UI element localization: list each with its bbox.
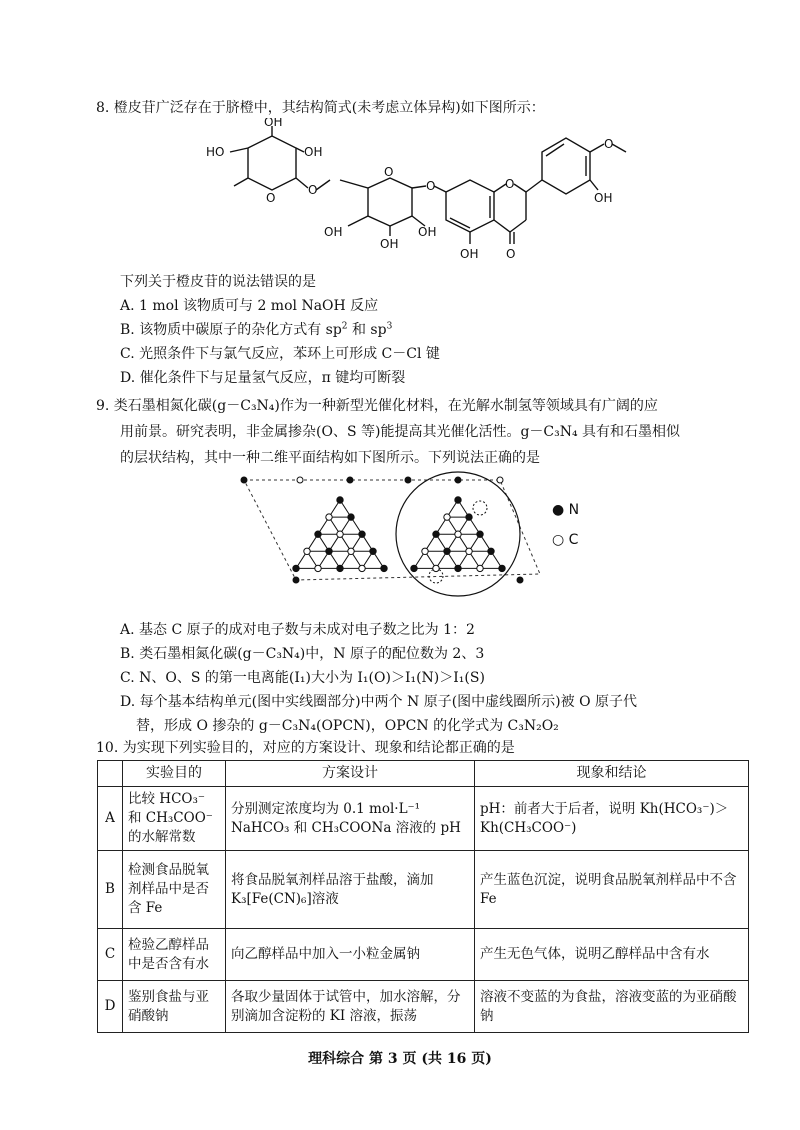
legend-c: ○ C	[552, 532, 579, 548]
legend-n-icon: ●	[552, 502, 565, 518]
label-o-ring1: O	[266, 191, 276, 205]
label-o-link2: O	[426, 179, 436, 193]
q8-option-d: D. 催化条件下与足量氢气反应，π 键均可断裂	[120, 370, 406, 386]
q9-option-b: B. 类石墨相氮化碳(g－C₃N₄)中，N 原子的配位数为 2、3	[120, 646, 485, 662]
table-row: D 鉴别食盐与亚硝酸钠 各取少量固体于试管中，加水溶解，分别滴加含淀粉的 KI 溶液，振荡 溶液不变蓝的为食盐，溶液变蓝的为亚硝酸钠	[98, 981, 749, 1033]
q9-option-c: C. N、O、S 的第一电离能(I₁)大小为 I₁(O)＞I₁(N)＞I₁(S)	[120, 670, 485, 686]
label-o-ketone: O	[506, 247, 516, 261]
q8-option-a: A. 1 mol 该物质可与 2 mol NaOH 反应	[120, 298, 379, 314]
q9-line1: 9. 类石墨相氮化碳(g－C₃N₄)作为一种新型光催化材料，在光解水制氢等领域具有广阔的应	[96, 398, 658, 414]
table-row: C 检验乙醇样品中是否含有水 向乙醇样品中加入一小粒金属钠 产生无色气体，说明乙醇样品中含有水	[98, 929, 749, 981]
label-o-link1: O	[308, 183, 318, 197]
label-oh-chroman: OH	[460, 247, 479, 261]
label-o-ring2: O	[384, 165, 394, 179]
label-oh-ring1: OH	[304, 145, 323, 159]
q8-option-c: C. 光照条件下与氯气反应，苯环上可形成 C－Cl 键	[120, 346, 440, 362]
q9-line3: 的层状结构，其中一种二维平面结构如下图所示。下列说法正确的是	[120, 450, 540, 466]
label-oh-b1: OH	[324, 225, 343, 239]
q8-option-b: B. 该物质中碳原子的杂化方式有 $sp^2$ 和 $sp^3$	[120, 321, 393, 338]
legend-n: ● N	[552, 502, 580, 518]
q10-stem: 10. 为实现下列实验目的，对应的方案设计、现象和结论都正确的是	[96, 740, 515, 756]
q10-table	[97, 760, 749, 1033]
table-row: B 检测食品脱氧剂样品中是否含 Fe 将食品脱氧剂样品溶于盐酸，滴加 K₃[Fe(CN)₆]溶液 产生蓝色沉淀，说明食品脱氧剂样品中不含 Fe	[98, 851, 749, 929]
table-row: A 比较 HCO₃⁻ 和 CH₃COO⁻ 的水解常数 分别测定浓度均为 0.1 mol·L⁻¹ NaHCO₃ 和 CH₃COONa 溶液的 pH pH：前者大于后者，说明 Kh(HCO₃⁻)＞Kh(CH₃COO⁻)	[98, 787, 749, 851]
label-o-methoxy: O	[604, 137, 614, 151]
q9-option-a: A. 基态 C 原子的成对电子数与未成对电子数之比为 1：2	[120, 622, 475, 638]
q8-prompt: 下列关于橙皮苷的说法错误的是	[120, 274, 316, 290]
hesperidin-structure	[180, 118, 640, 268]
q9-option-d1: D. 每个基本结构单元(图中实线圈部分)中两个 N 原子(图中虚线圈所示)被 O 原子代	[120, 694, 638, 710]
label-o-chroman: O	[505, 177, 515, 191]
label-ho-left: HO	[206, 145, 225, 159]
legend-c-icon: ○	[552, 532, 565, 548]
label-oh-phenyl: OH	[594, 191, 613, 205]
q9-option-d2: 替，形成 O 掺杂的 g－C₃N₄(OPCN)，OPCN 的化学式为 C₃N₂O₂	[136, 718, 559, 734]
page-footer: 理科综合 第 3 页 (共 16 页)	[308, 1051, 492, 1067]
label-oh-b2: OH	[380, 237, 399, 251]
table-header-row: 实验目的 方案设计 现象和结论	[98, 761, 749, 787]
label-oh-top: OH	[264, 118, 283, 129]
q8-stem: 8. 橙皮苷广泛存在于脐橙中，其结构简式(未考虑立体异构)如下图所示：	[96, 100, 545, 116]
label-oh-b3: OH	[418, 225, 437, 239]
q9-line2: 用前景。研究表明，非金属掺杂(O、S 等)能提高其光催化活性。g－C₃N₄ 具有和石墨相似	[120, 424, 681, 440]
